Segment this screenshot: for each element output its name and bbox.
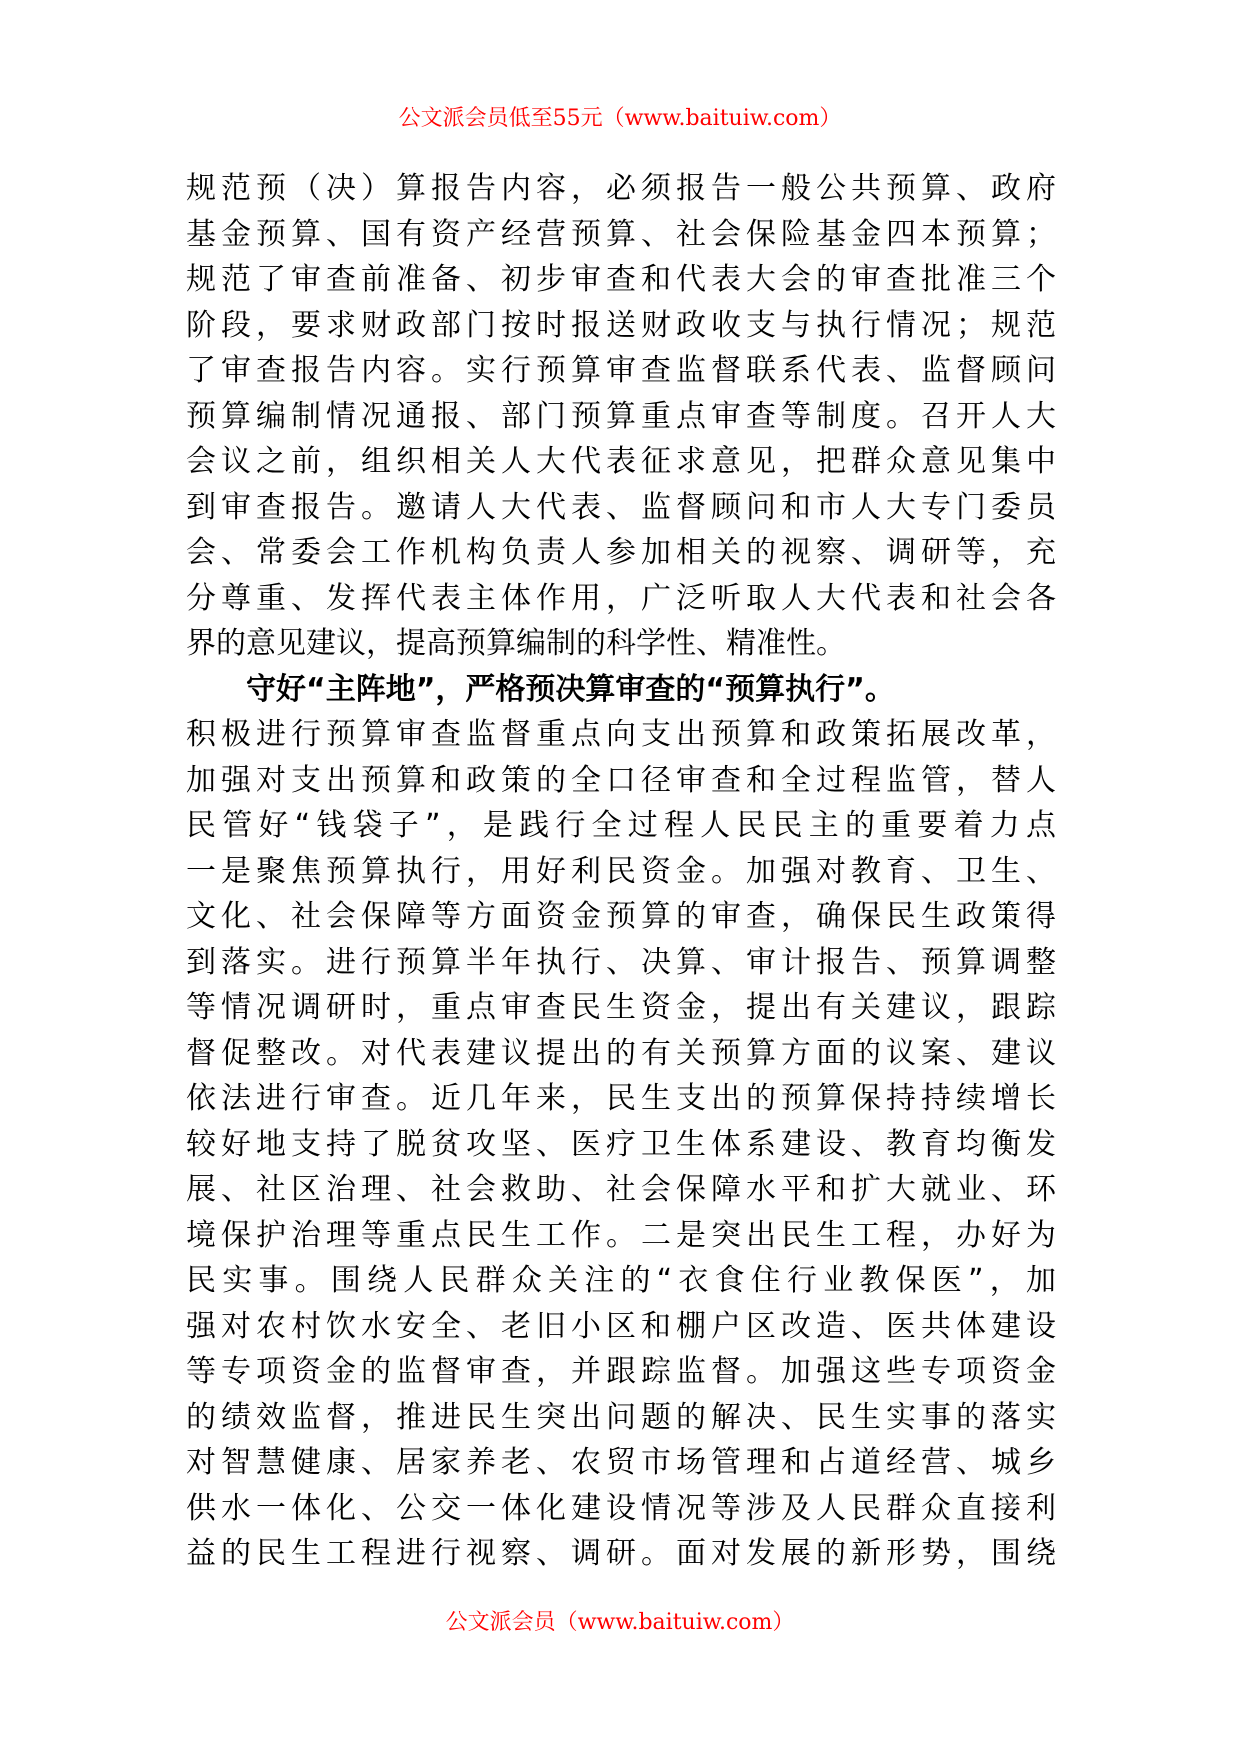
text-line: 的绩效监督，推进民生突出问题的解决、民生实事的落实 [186, 1399, 1056, 1435]
document-body [186, 166, 1056, 1577]
text-line: 分尊重、发挥代表主体作用，广泛听取人大代表和社会各 [186, 580, 1056, 616]
text-line: 等情况调研时，重点审查民生资金，提出有关建议，跟踪 [186, 990, 1056, 1025]
text-line: 界的意见建议，提高预算编制的科学性、精准性。 [186, 626, 846, 661]
text-line: 一是聚焦预算执行，用好利民资金。加强对教育、卫生、 [186, 853, 1056, 889]
text-line: 文化、社会保障等方面资金预算的审查，确保民生政策得 [186, 899, 1056, 934]
text-line: 对智慧健康、居家养老、农贸市场管理和占道经营、城乡 [186, 1445, 1056, 1480]
text-line: 会、常委会工作机构负责人参加相关的视察、调研等，充 [186, 535, 1056, 570]
text-line: 民实事。围绕人民群众关注的“衣食住行业教保医”，加 [186, 1263, 1056, 1298]
text-line: 会议之前，组织相关人大代表征求意见，把群众意见集中 [186, 444, 1056, 479]
text-line: 较好地支持了脱贫攻坚、医疗卫生体系建设、教育均衡发 [186, 1126, 1056, 1162]
text-line: 展、社区治理、社会救助、社会保障水平和扩大就业、环 [186, 1172, 1056, 1207]
text-line: 到落实。进行预算半年执行、决算、审计报告、预算调整 [186, 944, 1056, 980]
text-line: 供水一体化、公交一体化建设情况等涉及人民群众直接利 [186, 1490, 1056, 1526]
text-line: 加强对支出预算和政策的全口径审查和全过程监管，替人 [186, 762, 1056, 798]
footer-watermark: 公文派会员（www.baituiw.com） [445, 1610, 795, 1635]
text-line: 积极进行预算审查监督重点向支出预算和政策拓展改革， [186, 717, 1056, 752]
text-line: 规范预（决）算报告内容，必须报告一般公共预算、政府 [186, 171, 1056, 206]
section-heading: 守好“主阵地”，严格预决算审查的“预算执行”。 [246, 671, 895, 707]
text-line: 了审查报告内容。实行预算审查监督联系代表、监督顾问 [186, 353, 1056, 388]
text-line: 督促整改。对代表建议提出的有关预算方面的议案、建议 [186, 1035, 1056, 1071]
text-line: 到审查报告。邀请人大代表、监督顾问和市人大专门委员 [186, 489, 1056, 525]
text-line: 规范了审查前准备、初步审查和代表大会的审查批准三个 [186, 262, 1056, 297]
text-line: 等专项资金的监督审查，并跟踪监督。加强这些专项资金 [186, 1354, 1056, 1389]
header-watermark: 公文派会员低至55元（www.baituiw.com） [398, 106, 842, 131]
text-line: 益的民生工程进行视察、调研。面对发展的新形势，围绕 [186, 1536, 1056, 1571]
text-line: 民管好“钱袋子”，是践行全过程人民民主的重要着力点 [186, 808, 1056, 843]
text-line: 基金预算、国有资产经营预算、社会保险基金四本预算； [186, 216, 1056, 252]
text-line: 预算编制情况通报、部门预算重点审查等制度。召开人大 [186, 398, 1056, 434]
text-line: 强对农村饮水安全、老旧小区和棚户区改造、医共体建设 [186, 1308, 1056, 1344]
text-line: 境保护治理等重点民生工作。二是突出民生工程，办好为 [186, 1217, 1056, 1253]
text-line: 阶段，要求财政部门按时报送财政收支与执行情况；规范 [186, 307, 1056, 343]
text-line: 依法进行审查。近几年来，民生支出的预算保持持续增长 [186, 1081, 1056, 1116]
